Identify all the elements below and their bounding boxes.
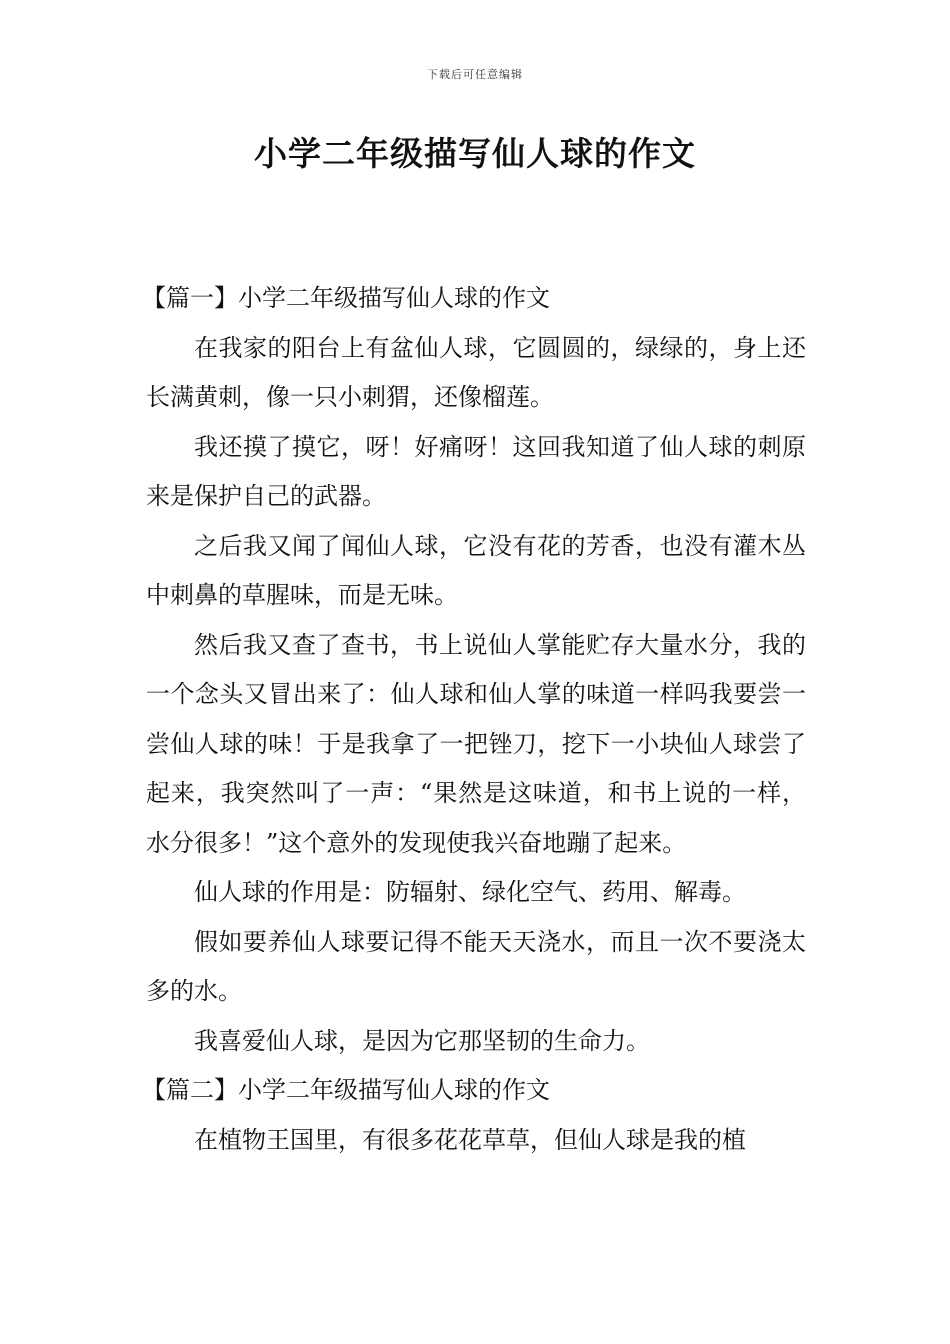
document-title: 小学二年级描写仙人球的作文 (254, 134, 696, 173)
paragraph: 仙人球的作用是：防辐射、绿化空气、药用、解毒。 (194, 878, 746, 906)
paragraph: 假如要养仙人球要记得不能天天浇水，而且一次不要浇太多的水。 (146, 927, 806, 1005)
header-note: 下载后可任意编辑 (427, 68, 523, 81)
document-body (142, 274, 806, 1165)
paragraph: 在植物王国里，有很多花花草草，但仙人球是我的植 (194, 1125, 746, 1154)
paragraph: 我喜爱仙人球，是因为它那坚韧的生命力。 (194, 1026, 650, 1055)
section-heading-1: 【篇一】小学二年级描写仙人球的作文 (142, 284, 550, 312)
paragraph: 在我家的阳台上有盆仙人球，它圆圆的，绿绿的，身上还长满黄刺，像一只小刺猬，还像榴莲。 (146, 333, 806, 411)
paragraph: 之后我又闻了闻仙人球，它没有花的芳香，也没有灌木丛中刺鼻的草腥味，而是无味。 (146, 531, 806, 609)
section-heading-2: 【篇二】小学二年级描写仙人球的作文 (142, 1076, 550, 1104)
paragraph: 我还摸了摸它，呀！好痛呀！这回我知道了仙人球的刺原来是保护自己的武器。 (146, 432, 806, 510)
paragraph: 然后我又查了查书，书上说仙人掌能贮存大量水分，我的一个念头又冒出来了：仙人球和仙人掌的味道一样吗我要尝一尝仙人球的味！于是我拿了一把锉刀，挖下一小块仙人球尝了起来，我突然叫了一声：“果然是这味道，和书上说的一样，水分很多！”这个意外的发现使我兴奋地蹦了起来。 (146, 630, 806, 857)
